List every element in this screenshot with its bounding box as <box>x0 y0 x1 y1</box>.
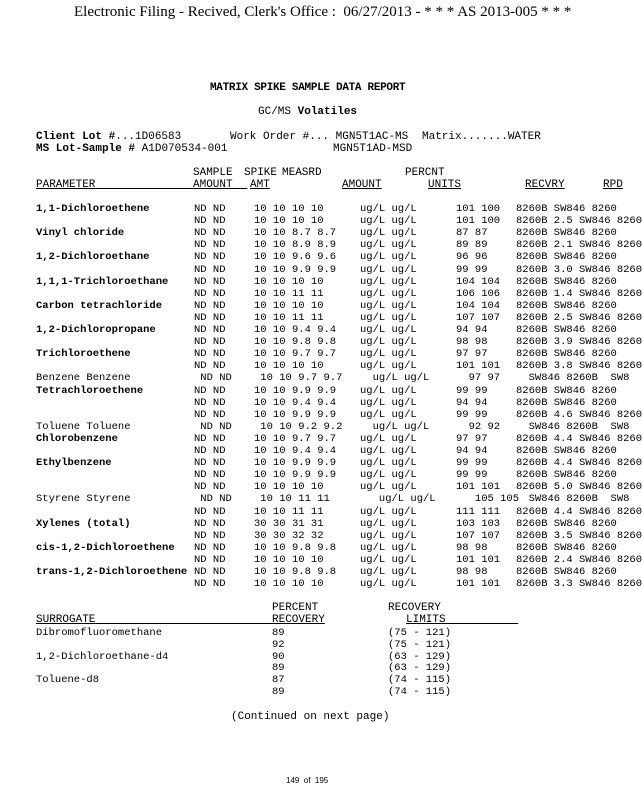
work-order-label: Work Order # <box>230 131 310 143</box>
percent-recovery: 107 107 <box>456 529 501 542</box>
sample-amount: ND ND <box>194 275 226 288</box>
table-row <box>36 578 642 591</box>
table-row <box>36 517 617 530</box>
surrogate-name: Toluene-d8 <box>36 674 100 687</box>
units: ug/L ug/L <box>360 311 417 324</box>
table-row <box>36 372 630 385</box>
measured-amount: 9.8 9.8 <box>292 336 337 349</box>
table-row <box>36 493 630 506</box>
surrogate-limits: (74 - 115) <box>388 686 452 698</box>
spike-amount: 30 30 <box>254 517 286 530</box>
units: ug/L ug/L <box>360 493 436 506</box>
parameter-name: 1,1-Dichloroethene <box>36 203 150 215</box>
sample-amount: ND ND <box>194 505 226 518</box>
spike-amount: 10 10 <box>254 469 286 482</box>
table-row <box>36 299 617 312</box>
client-lot-dots: ... <box>115 131 136 143</box>
units: ug/L ug/L <box>360 299 417 312</box>
surrogate-row <box>36 650 452 663</box>
table-row <box>36 336 642 349</box>
method-rpd: 8260B SW846 8260 <box>516 396 617 409</box>
table-row <box>36 529 642 542</box>
table-row <box>36 215 642 228</box>
sur-limits <box>406 614 518 626</box>
spike-amount: 10 10 <box>254 566 286 578</box>
sur-limits-label: LIMITS <box>406 614 446 626</box>
percent-recovery: 98 98 <box>456 336 488 349</box>
measured-amount: 9.4 9.4 <box>292 396 337 409</box>
ms-lot-value: A1D070534-001 <box>141 143 228 155</box>
ms-lot-line <box>36 143 227 155</box>
surrogate-recovery: 90 <box>272 650 285 663</box>
measured-amount: 11 11 <box>292 287 324 300</box>
units: ug/L ug/L <box>360 348 417 361</box>
method-rpd: 8260B 4.4 SW846 8260 <box>516 432 642 445</box>
parameter-name: 1,2-Dichloroethane <box>36 251 150 264</box>
table-row <box>36 251 617 264</box>
measured-amount: 10 10 <box>292 299 324 312</box>
sur-surrogate <box>36 614 274 626</box>
matrix-label: Matrix <box>422 131 462 143</box>
units: ug/L ug/L <box>360 517 417 530</box>
table-row <box>36 287 642 300</box>
units: ug/L ug/L <box>360 529 417 542</box>
col-amt: AMT <box>250 179 270 191</box>
units: ug/L ug/L <box>360 432 417 445</box>
parameter-name: Xylenes (total) <box>36 517 131 530</box>
measured-amount: 9.9 9.9 <box>292 384 337 397</box>
ms-lot-label: MS Lot-Sample # <box>36 143 136 155</box>
sample-amount: ND ND <box>194 445 226 457</box>
surrogate-recovery: 89 <box>272 686 285 698</box>
method-rpd: 8260B 1.4 SW846 8260 <box>516 287 642 300</box>
percent-recovery: 101 100 <box>456 203 501 215</box>
spike-amount: 10 10 <box>254 408 286 421</box>
table-row <box>36 324 617 336</box>
method-rpd: 8260B SW846 8260 <box>516 299 617 312</box>
table-row <box>36 396 617 409</box>
measured-amount: 8.7 8.7 <box>292 227 337 240</box>
method-rpd: 8260B SW846 8260 <box>516 324 617 336</box>
units: ug/L ug/L <box>360 324 417 336</box>
surrogate-row <box>36 674 452 687</box>
units: ug/L ug/L <box>360 469 417 482</box>
measured-amount: 8.9 8.9 <box>292 239 337 252</box>
surrogate-recovery: 89 <box>272 627 285 639</box>
spike-amount: 10 10 <box>254 239 286 252</box>
spike-amount: 10 10 <box>254 275 286 288</box>
sur-surrogate-label: SURROGATE <box>36 614 96 626</box>
parameter-name: trans-1,2-Dichloroethene <box>36 566 188 578</box>
measured-amount: 9.4 9.4 <box>292 445 337 457</box>
spike-amount: 10 10 <box>254 578 286 591</box>
units: ug/L ug/L <box>360 227 417 240</box>
col-amount2: AMOUNT <box>342 179 382 191</box>
sur-recovery: RECOVERY <box>388 602 441 614</box>
spike-amount: 10 10 <box>254 372 292 385</box>
percent-recovery: 89 89 <box>456 239 488 252</box>
measured-amount: 10 10 <box>292 553 324 566</box>
surrogate-recovery: 87 <box>272 674 285 687</box>
sample-amount: ND ND <box>194 553 226 566</box>
work-order-dots: ... <box>309 131 330 143</box>
percent-recovery: 106 106 <box>456 287 501 300</box>
percent-recovery: 101 101 <box>456 481 501 494</box>
sample-amount: ND ND <box>194 384 226 397</box>
measured-amount: 10 10 <box>292 481 324 494</box>
spike-amount: 10 10 <box>254 420 292 433</box>
spike-amount: 10 10 <box>254 481 286 494</box>
table-row <box>36 311 642 324</box>
spike-amount: 10 10 <box>254 396 286 409</box>
spike-amount: 10 10 <box>254 541 286 554</box>
method-rpd: 8260B SW846 8260 <box>516 517 617 530</box>
table-row <box>36 263 642 276</box>
spike-amount: 10 10 <box>254 432 286 445</box>
table-row <box>36 348 617 361</box>
method-rpd: 8260B SW846 8260 <box>516 566 617 578</box>
units: ug/L ug/L <box>360 553 417 566</box>
method-rpd: 8260B 4.4 SW846 8260 <box>516 457 642 470</box>
col-amount: AMOUNT <box>193 179 233 191</box>
sample-amount: ND ND <box>194 529 226 542</box>
units: ug/L ug/L <box>360 372 430 385</box>
table-row <box>36 481 642 494</box>
method-rpd: 8260B 2.5 SW846 8260 <box>516 215 642 228</box>
method-rpd: 8260B SW846 8260 <box>516 203 617 215</box>
work-order-value: MGN5T1AC-MS <box>335 131 409 143</box>
sample-amount: ND ND <box>194 517 226 530</box>
client-lot-line <box>36 131 181 143</box>
surrogate-recovery: 92 <box>272 638 285 651</box>
percent-recovery: 94 94 <box>456 396 488 409</box>
surrogate-limits: (63 - 129) <box>388 650 452 663</box>
continued-note: (Continued on next page) <box>231 711 390 723</box>
table-row <box>36 457 642 470</box>
units: ug/L ug/L <box>360 457 417 470</box>
method-rpd: 8260B 3.3 SW846 8260 <box>516 578 642 591</box>
units: ug/L ug/L <box>360 445 417 457</box>
method-rpd: 8260B 2.5 SW846 8260 <box>516 311 642 324</box>
table-row <box>36 384 617 397</box>
units: ug/L ug/L <box>360 336 417 349</box>
method-rpd: 8260B 2.4 SW846 8260 <box>516 553 642 566</box>
measured-amount: 9.4 9.4 <box>292 324 337 336</box>
client-lot-value: 1D06583 <box>135 131 182 143</box>
percent-recovery: 104 104 <box>456 299 501 312</box>
table-row <box>36 566 617 578</box>
col-measrd: MEASRD <box>282 167 322 179</box>
sample-amount: ND ND <box>194 408 226 421</box>
percent-recovery: 101 101 <box>456 553 501 566</box>
parameter-name: 1,1,1-Trichloroethane <box>36 275 169 288</box>
table-row <box>36 505 642 518</box>
percent-recovery: 97 97 <box>456 372 501 385</box>
surrogate-recovery: 89 <box>272 662 285 675</box>
parameter-name: Ethylbenzene <box>36 457 112 470</box>
client-lot-label: Client Lot # <box>36 131 116 143</box>
work-order-line <box>230 131 408 143</box>
table-row <box>36 239 642 252</box>
percent-recovery: 97 97 <box>456 432 488 445</box>
units: ug/L ug/L <box>360 481 417 494</box>
measured-amount: 9.9 9.9 <box>292 457 337 470</box>
sample-amount: ND ND <box>194 227 226 240</box>
method-rpd: 8260B SW846 8260 <box>516 251 617 264</box>
units: ug/L ug/L <box>360 566 417 578</box>
sample-amount: ND ND <box>194 324 226 336</box>
units: ug/L ug/L <box>360 203 417 215</box>
spike-amount: 10 10 <box>254 505 286 518</box>
percent-recovery: 99 99 <box>456 384 488 397</box>
units: ug/L ug/L <box>360 360 417 373</box>
percent-recovery: 92 92 <box>456 420 501 433</box>
spike-amount: 10 10 <box>254 384 286 397</box>
percent-recovery: 99 99 <box>456 469 488 482</box>
sample-amount: ND ND <box>194 215 226 228</box>
measured-amount: 10 10 <box>292 215 324 228</box>
units: ug/L ug/L <box>360 420 430 433</box>
table-row <box>36 203 617 215</box>
method-rpd: 8260B 3.0 SW846 8260 <box>516 263 642 276</box>
percent-recovery: 107 107 <box>456 311 501 324</box>
percent-recovery: 104 104 <box>456 275 501 288</box>
spike-amount: 10 10 <box>254 553 286 566</box>
sample-amount: ND ND <box>194 566 226 578</box>
spike-amount: 10 10 <box>254 445 286 457</box>
spike-amount: 10 10 <box>254 457 286 470</box>
page-number: 149 of 195 <box>286 776 329 785</box>
parameter-name: cis-1,2-Dichloroethene <box>36 541 175 554</box>
percent-recovery: 96 96 <box>456 251 488 264</box>
spike-amount: 10 10 <box>254 287 286 300</box>
percent-recovery: 101 101 <box>456 360 501 373</box>
percent-recovery: 103 103 <box>456 517 501 530</box>
percent-recovery: 94 94 <box>456 445 488 457</box>
subtitle-prefix: GC/MS <box>258 106 292 118</box>
sample-amount: ND ND <box>194 348 226 361</box>
measured-amount: 10 10 <box>292 578 324 591</box>
table-row <box>36 553 642 566</box>
measured-amount: 9.9 9.9 <box>292 469 337 482</box>
percent-recovery: 99 99 <box>456 408 488 421</box>
sample-amount: ND ND <box>194 311 226 324</box>
units: ug/L ug/L <box>360 239 417 252</box>
percent-recovery: 101 101 <box>456 578 501 591</box>
sample-amount: ND ND <box>194 493 232 506</box>
measured-amount: 10 10 <box>292 203 324 215</box>
report-title: MATRIX SPIKE SAMPLE DATA REPORT <box>210 82 406 94</box>
table-row <box>36 408 642 421</box>
measured-amount: 9.6 9.6 <box>292 251 337 264</box>
method-rpd: 8260B SW846 8260 <box>516 445 617 457</box>
measured-amount: 9.8 9.8 <box>292 566 337 578</box>
method-rpd: 8260B 3.5 SW846 8260 <box>516 529 642 542</box>
parameter-name: Tetrachloroethene <box>36 384 144 397</box>
percent-recovery: 98 98 <box>456 566 488 578</box>
table-row <box>36 445 617 457</box>
method-rpd: 8260B SW846 8260 <box>516 227 617 240</box>
table-row <box>36 360 642 373</box>
col-parameter-label: PARAMETER <box>36 179 96 191</box>
parameter-name: Styrene Styrene <box>36 493 131 506</box>
measured-amount: 10 10 <box>292 360 324 373</box>
surrogate-limits: (63 - 129) <box>388 662 452 675</box>
parameter-name: Benzene Benzene <box>36 372 131 385</box>
surrogate-row <box>36 627 452 639</box>
units: ug/L ug/L <box>360 215 417 228</box>
method-rpd: SW846 8260B SW8 <box>516 493 630 506</box>
sample-amount: ND ND <box>194 251 226 264</box>
surrogate-limits: (75 - 121) <box>388 627 452 639</box>
method-rpd: SW846 8260B SW8 <box>516 372 630 385</box>
spike-amount: 10 10 <box>254 215 286 228</box>
col-units: UNITS <box>428 179 462 191</box>
parameter-name: Carbon tetrachloride <box>36 299 163 312</box>
matrix-line <box>422 131 541 143</box>
sample-amount: ND ND <box>194 336 226 349</box>
spike-amount: 10 10 <box>254 324 286 336</box>
measured-amount: 9.7 9.7 <box>292 372 343 385</box>
subtitle-suffix: Volatiles <box>297 106 358 118</box>
spike-amount: 10 10 <box>254 227 286 240</box>
measured-amount: 11 11 <box>292 505 324 518</box>
measured-amount: 11 11 <box>292 311 324 324</box>
measured-amount: 31 31 <box>292 517 324 530</box>
sur-percent: PERCENT <box>272 602 319 614</box>
spike-amount: 10 10 <box>254 263 286 276</box>
report-subtitle <box>258 106 357 118</box>
parameter-name: Vinyl chloride <box>36 227 125 240</box>
units: ug/L ug/L <box>360 251 417 264</box>
sample-amount: ND ND <box>194 263 226 276</box>
sample-amount: ND ND <box>194 432 226 445</box>
method-rpd: 8260B 4.6 SW846 8260 <box>516 408 642 421</box>
percent-recovery: 105 105 <box>456 493 520 506</box>
sample-amount: ND ND <box>194 396 226 409</box>
surrogate-name: 1,2-Dichloroethane-d4 <box>36 650 169 663</box>
percent-recovery: 101 100 <box>456 215 501 228</box>
table-row <box>36 420 630 433</box>
measured-amount: 9.8 9.8 <box>292 541 337 554</box>
spike-amount: 10 10 <box>254 336 286 349</box>
units: ug/L ug/L <box>360 396 417 409</box>
percent-recovery: 94 94 <box>456 324 488 336</box>
units: ug/L ug/L <box>360 287 417 300</box>
sample-amount: ND ND <box>194 578 226 591</box>
spike-amount: 10 10 <box>254 299 286 312</box>
sample-amount: ND ND <box>194 299 226 312</box>
method-rpd: 8260B SW846 8260 <box>516 469 617 482</box>
table-row <box>36 432 642 445</box>
parameter-name: Toluene Toluene <box>36 420 131 433</box>
sample-amount: ND ND <box>194 457 226 470</box>
sample-amount: ND ND <box>194 203 226 215</box>
table-row <box>36 469 617 482</box>
units: ug/L ug/L <box>360 505 417 518</box>
spike-amount: 10 10 <box>254 203 286 215</box>
spike-amount: 10 10 <box>254 360 286 373</box>
percent-recovery: 99 99 <box>456 457 488 470</box>
units: ug/L ug/L <box>360 578 417 591</box>
table-row <box>36 275 617 288</box>
measured-amount: 9.2 9.2 <box>292 420 343 433</box>
sample-amount: ND ND <box>194 239 226 252</box>
percent-recovery: 87 87 <box>456 227 488 240</box>
method-rpd: 8260B SW846 8260 <box>516 384 617 397</box>
units: ug/L ug/L <box>360 275 417 288</box>
percent-recovery: 99 99 <box>456 263 488 276</box>
col-percnt: PERCNT <box>405 167 445 179</box>
percent-recovery: 97 97 <box>456 348 488 361</box>
measured-amount: 9.9 9.9 <box>292 263 337 276</box>
spike-amount: 10 10 <box>254 311 286 324</box>
measured-amount: 9.7 9.7 <box>292 432 337 445</box>
surrogate-name: Dibromofluoromethane <box>36 627 163 639</box>
measured-amount: 9.9 9.9 <box>292 408 337 421</box>
spike-amount: 30 30 <box>254 529 286 542</box>
surrogate-limits: (74 - 115) <box>388 674 452 687</box>
spike-amount: 10 10 <box>254 348 286 361</box>
parameter-name: Chlorobenzene <box>36 432 118 445</box>
method-rpd: 8260B 2.1 SW846 8260 <box>516 239 642 252</box>
percent-recovery: 98 98 <box>456 541 488 554</box>
method-rpd: 8260B SW846 8260 <box>516 541 617 554</box>
measured-amount: 10 10 <box>292 275 324 288</box>
parameter-name: 1,2-Dichloropropane <box>36 324 156 336</box>
table-row <box>36 227 617 240</box>
sample-amount: ND ND <box>194 287 226 300</box>
table-row <box>36 541 617 554</box>
units: ug/L ug/L <box>360 263 417 276</box>
surrogate-limits: (75 - 121) <box>388 638 452 651</box>
sample-amount: ND ND <box>194 541 226 554</box>
sample-amount: ND ND <box>194 372 232 385</box>
sample-amount: ND ND <box>194 360 226 373</box>
work-order-msd: MGN5T1AD-MSD <box>333 143 413 155</box>
col-recvry: RECVRY <box>525 179 565 191</box>
matrix-dots: ....... <box>461 131 508 143</box>
sample-amount: ND ND <box>194 420 232 433</box>
col-spike: SPIKE <box>244 167 278 179</box>
sample-amount: ND ND <box>194 481 226 494</box>
method-rpd: 8260B 5.0 SW846 8260 <box>516 481 642 494</box>
units: ug/L ug/L <box>360 541 417 554</box>
spike-amount: 10 10 <box>254 493 292 506</box>
sur-recovery2: RECOVERY <box>272 614 325 626</box>
measured-amount: 32 32 <box>292 529 324 542</box>
method-rpd: 8260B 3.9 SW846 8260 <box>516 336 642 349</box>
method-rpd: 8260B 4.4 SW846 8260 <box>516 505 642 518</box>
method-rpd: SW846 8260B SW8 <box>516 420 630 433</box>
filing-banner: Electronic Filing - Recived, Clerk's Office : 06/27/2013 - * * * AS 2013-005 * * * <box>74 4 572 20</box>
method-rpd: 8260B SW846 8260 <box>516 348 617 361</box>
units: ug/L ug/L <box>360 408 417 421</box>
col-sample: SAMPLE <box>193 167 233 179</box>
measured-amount: 9.7 9.7 <box>292 348 337 361</box>
matrix-value: WATER <box>507 131 541 143</box>
spike-amount: 10 10 <box>254 251 286 264</box>
sample-amount: ND ND <box>194 469 226 482</box>
measured-amount: 11 11 <box>292 493 330 506</box>
method-rpd: 8260B SW846 8260 <box>516 275 617 288</box>
method-rpd: 8260B 3.8 SW846 8260 <box>516 360 642 373</box>
col-rpd: RPD <box>603 179 623 191</box>
percent-recovery: 111 111 <box>456 505 501 518</box>
units: ug/L ug/L <box>360 384 417 397</box>
parameter-name: Trichloroethene <box>36 348 131 361</box>
